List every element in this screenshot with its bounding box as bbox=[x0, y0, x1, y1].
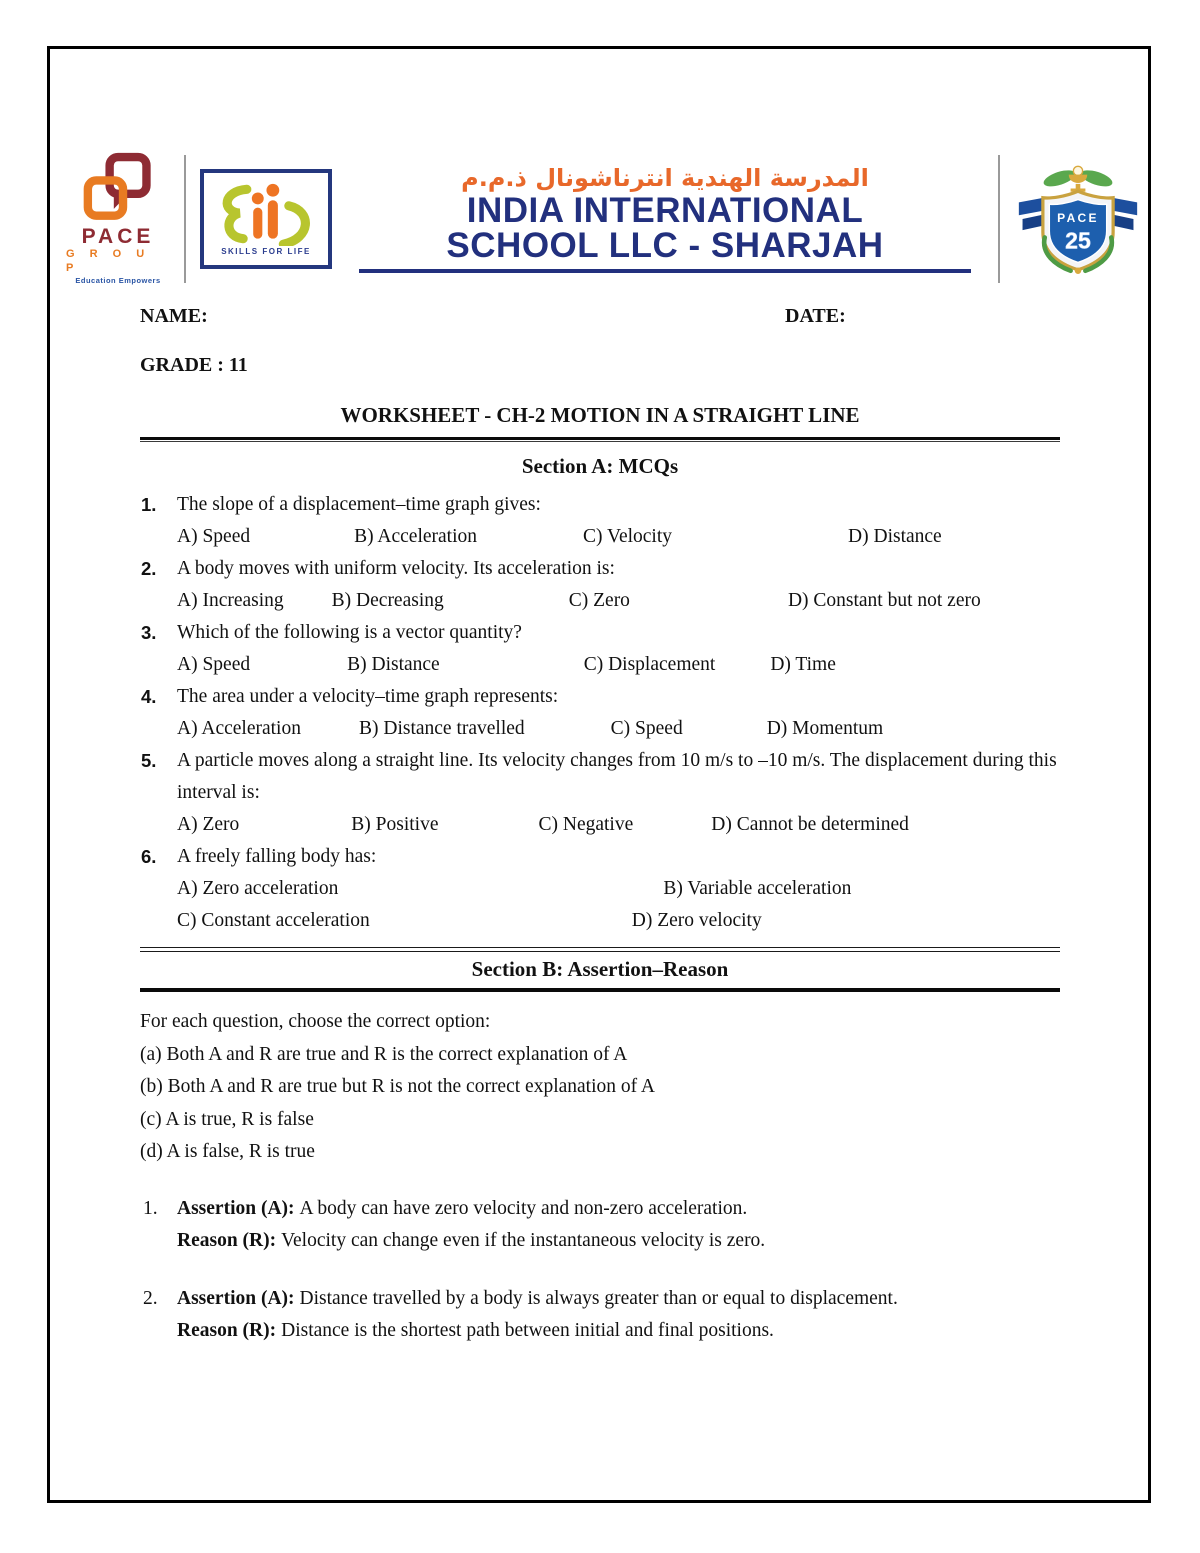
question-number: 3. bbox=[141, 622, 157, 643]
option-c: C) Velocity bbox=[583, 526, 673, 547]
pace-logo-word: PACE bbox=[81, 224, 155, 248]
reason-text: Velocity can change even if the instantaneous velocity is zero. bbox=[281, 1229, 766, 1251]
option-d: D) Momentum bbox=[766, 718, 884, 739]
school-name-underline bbox=[359, 269, 970, 273]
option-b: B) Positive bbox=[351, 814, 439, 835]
option-d: D) Distance bbox=[848, 526, 942, 547]
choice-b: (b) Both A and R are true but R is not the correct explanation of A bbox=[140, 1076, 656, 1097]
name-date-row bbox=[140, 305, 1060, 328]
school-name-line2: SCHOOL LLC - SHARJAH bbox=[446, 226, 884, 266]
section-b-heading: Section B: Assertion–Reason bbox=[471, 957, 729, 981]
reason-label: Reason (R): bbox=[177, 1319, 277, 1341]
school-name-line1: INDIA INTERNATIONAL bbox=[466, 190, 864, 230]
worksheet-title: WORKSHEET - CH-2 MOTION IN A STRAIGHT LINE bbox=[340, 403, 860, 427]
assertion-text: Distance travelled by a body is always greater than or equal to displacement. bbox=[299, 1287, 898, 1309]
school-name-block bbox=[346, 165, 984, 273]
assertion-reason-item-2 bbox=[140, 1283, 1060, 1347]
section-a-heading: Section A: MCQs bbox=[521, 454, 679, 478]
question-text: The area under a velocity–time graph represents: bbox=[177, 686, 559, 707]
worksheet-content bbox=[50, 305, 1148, 1347]
siis-logo-icon bbox=[211, 182, 321, 246]
option-c: C) Negative bbox=[538, 814, 634, 835]
question-options bbox=[177, 521, 1060, 553]
pace-group-logo-icon bbox=[75, 152, 161, 224]
question-text: A particle moves along a straight line. Its velocity changes from 10 m/s to –10 m/s. The displacement during this interval is: bbox=[177, 750, 1057, 803]
option-a: A) Speed bbox=[177, 526, 251, 547]
header-divider-right bbox=[998, 155, 1000, 283]
option-b: B) Acceleration bbox=[354, 526, 478, 547]
grade-label: GRADE : 11 bbox=[140, 354, 248, 376]
option-b: B) Distance bbox=[347, 654, 440, 675]
assertion-label: Assertion (A): bbox=[177, 1197, 295, 1219]
siis-logo bbox=[200, 169, 332, 269]
name-label: NAME: bbox=[140, 305, 208, 327]
option-b: B) Decreasing bbox=[331, 590, 444, 611]
worksheet-page bbox=[47, 46, 1151, 1503]
option-b: B) Distance travelled bbox=[358, 718, 525, 739]
option-d: D) Constant but not zero bbox=[787, 590, 981, 611]
choice-a: (a) Both A and R are true and R is the correct explanation of A bbox=[140, 1043, 628, 1065]
assertion-line bbox=[177, 1283, 1060, 1315]
school-crest bbox=[1014, 161, 1142, 277]
mcq-question-6 bbox=[140, 841, 1060, 937]
question-number: 2. bbox=[141, 558, 157, 579]
pace-logo-tagline: Education Empowers bbox=[75, 275, 161, 285]
section-b-rule-bottom bbox=[140, 988, 1060, 992]
section-b-instructions bbox=[140, 1006, 1060, 1169]
reason-text: Distance is the shortest path between initial and final positions. bbox=[281, 1319, 774, 1341]
question-options bbox=[177, 809, 1060, 841]
option-b: B) Variable acceleration bbox=[663, 878, 852, 899]
reason-label: Reason (R): bbox=[177, 1229, 277, 1251]
question-options bbox=[177, 713, 1060, 745]
assertion-text: A body can have zero velocity and non-zero acceleration. bbox=[299, 1197, 748, 1219]
option-d: D) Cannot be determined bbox=[711, 814, 909, 835]
question-text: The slope of a displacement–time graph gives: bbox=[177, 494, 541, 515]
question-options-row2 bbox=[177, 905, 1060, 937]
mcq-question-5 bbox=[140, 745, 1060, 841]
mcq-question-4 bbox=[140, 681, 1060, 745]
mcq-list bbox=[140, 489, 1060, 937]
question-number: 6. bbox=[141, 846, 157, 867]
option-a: A) Speed bbox=[177, 654, 251, 675]
option-a: A) Increasing bbox=[177, 590, 284, 611]
item-number: 2. bbox=[143, 1287, 158, 1309]
school-name-arabic: المدرسة الهندية انترناشونال ذ.م.م bbox=[461, 164, 869, 193]
question-number: 1. bbox=[141, 494, 157, 515]
assertion-line bbox=[177, 1193, 1060, 1225]
section-b-rule-top bbox=[140, 947, 1060, 952]
header-divider-left bbox=[184, 155, 186, 283]
pace-group-logo bbox=[66, 152, 170, 286]
question-number: 4. bbox=[141, 686, 157, 707]
question-text: A freely falling body has: bbox=[177, 846, 377, 867]
assertion-reason-item-1 bbox=[140, 1193, 1060, 1257]
option-c: C) Zero bbox=[568, 590, 630, 611]
header-logo-strip bbox=[50, 149, 1148, 289]
instructions-line: For each question, choose the correct option: bbox=[140, 1011, 491, 1032]
choice-d: (d) A is false, R is true bbox=[140, 1141, 315, 1162]
mcq-question-3 bbox=[140, 617, 1060, 681]
question-text: Which of the following is a vector quantity? bbox=[177, 622, 522, 643]
question-options bbox=[177, 585, 1015, 617]
mcq-question-2 bbox=[140, 553, 1060, 617]
assertion-label: Assertion (A): bbox=[177, 1287, 295, 1309]
question-options-row1 bbox=[177, 873, 1060, 905]
mcq-question-1 bbox=[140, 489, 1060, 553]
option-c: C) Constant acceleration bbox=[177, 910, 370, 931]
question-options bbox=[177, 649, 1060, 681]
siis-logo-tagline: SKILLS FOR LIFE bbox=[221, 247, 311, 256]
option-a: A) Zero bbox=[177, 814, 240, 835]
question-text: A body moves with uniform velocity. Its acceleration is: bbox=[177, 558, 615, 579]
item-number: 1. bbox=[143, 1197, 158, 1219]
assertion-reason-list bbox=[140, 1193, 1060, 1347]
pace-logo-group-word: G R O U P bbox=[66, 247, 151, 275]
option-a: A) Acceleration bbox=[177, 718, 301, 739]
option-d: D) Zero velocity bbox=[631, 910, 762, 931]
school-crest-icon bbox=[1017, 161, 1139, 277]
option-d: D) Time bbox=[770, 654, 836, 675]
question-number: 5. bbox=[141, 750, 157, 771]
date-label: DATE: bbox=[785, 305, 846, 327]
option-a: A) Zero acceleration bbox=[177, 878, 339, 899]
option-c: C) Displacement bbox=[583, 654, 716, 675]
crest-text-pace: PACE bbox=[1057, 210, 1099, 225]
crest-text-25: 25 bbox=[1065, 227, 1091, 254]
reason-line bbox=[177, 1315, 1060, 1347]
option-c: C) Speed bbox=[610, 718, 683, 739]
choice-c: (c) A is true, R is false bbox=[140, 1108, 314, 1130]
reason-line bbox=[177, 1225, 1060, 1257]
title-rule bbox=[140, 437, 1060, 442]
